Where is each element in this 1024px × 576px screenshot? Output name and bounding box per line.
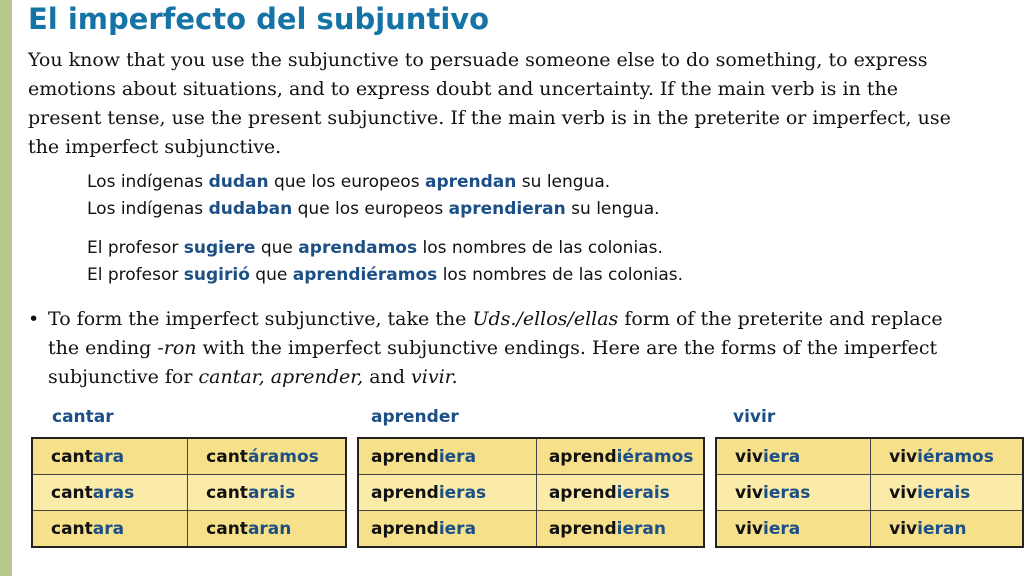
- table-row: [32, 511, 346, 548]
- intro-line: the imperfect subjunctive.: [28, 136, 282, 158]
- example-sentence: El profesor sugirió que aprendiéramos los nombres de las colonias.: [87, 265, 684, 285]
- table-row: [358, 511, 704, 548]
- bullet-line: subjunctive for cantar, aprender, and vivir.: [48, 366, 458, 388]
- table-row: [716, 475, 1023, 511]
- bullet-line: the ending -ron with the imperfect subjunctive endings. Here are the forms of the imperfect: [48, 337, 938, 359]
- verb-form: aprendierais: [536, 475, 704, 511]
- verb-form: vivierais: [871, 475, 1023, 511]
- verb-form: aprendiéramos: [536, 438, 704, 475]
- table-heading-vivir: vivir: [733, 407, 776, 427]
- bullet-line: To form the imperfect subjunctive, take the Uds./ellos/ellas form of the preterite and replace: [48, 308, 943, 330]
- bullet-paragraph: [28, 305, 943, 392]
- table-row: [716, 511, 1023, 548]
- section-title: El imperfecto del subjuntivo: [28, 2, 490, 36]
- verb-form: viviéramos: [871, 438, 1023, 475]
- verb-form: cantaran: [188, 511, 346, 548]
- verb-form: cantáramos: [188, 438, 346, 475]
- verb-form: viviera: [716, 438, 871, 475]
- table-heading-cantar: cantar: [52, 407, 114, 427]
- left-decorative-bar: [0, 0, 12, 576]
- verb-form: cantarais: [188, 475, 346, 511]
- example-sentence: Los indígenas dudan que los europeos aprendan su lengua.: [87, 172, 611, 192]
- table-row: [358, 438, 704, 475]
- conjugation-table-vivir: [715, 437, 1024, 548]
- conjugation-table-aprender: [357, 437, 705, 548]
- verb-form: cantara: [32, 511, 188, 548]
- verb-form: aprendieran: [536, 511, 704, 548]
- verb-form: vivieran: [871, 511, 1023, 548]
- verb-form: aprendieras: [358, 475, 536, 511]
- verb-form: cantara: [32, 438, 188, 475]
- verb-form: aprendiera: [358, 438, 536, 475]
- verb-form: vivieras: [716, 475, 871, 511]
- conjugation-table-cantar: [31, 437, 347, 548]
- table-row: [32, 475, 346, 511]
- table-row: [716, 438, 1023, 475]
- intro-line: You know that you use the subjunctive to persuade someone else to do something, to express: [28, 49, 928, 71]
- bullet-icon: •: [28, 308, 40, 330]
- intro-paragraph: [28, 46, 951, 162]
- table-row: [32, 438, 346, 475]
- table-heading-aprender: aprender: [371, 407, 459, 427]
- example-sentence: El profesor sugiere que aprendamos los nombres de las colonias.: [87, 238, 663, 258]
- table-row: [358, 475, 704, 511]
- verb-form: aprendiera: [358, 511, 536, 548]
- verb-form: cantaras: [32, 475, 188, 511]
- intro-line: present tense, use the present subjunctive. If the main verb is in the preterite or imperfect, use: [28, 107, 951, 129]
- example-sentence: Los indígenas dudaban que los europeos aprendieran su lengua.: [87, 199, 660, 219]
- example-group-2: [87, 235, 683, 289]
- intro-line: emotions about situations, and to express doubt and uncertainty. If the main verb is in the: [28, 78, 898, 100]
- example-group-1: [87, 169, 660, 223]
- verb-form: viviera: [716, 511, 871, 548]
